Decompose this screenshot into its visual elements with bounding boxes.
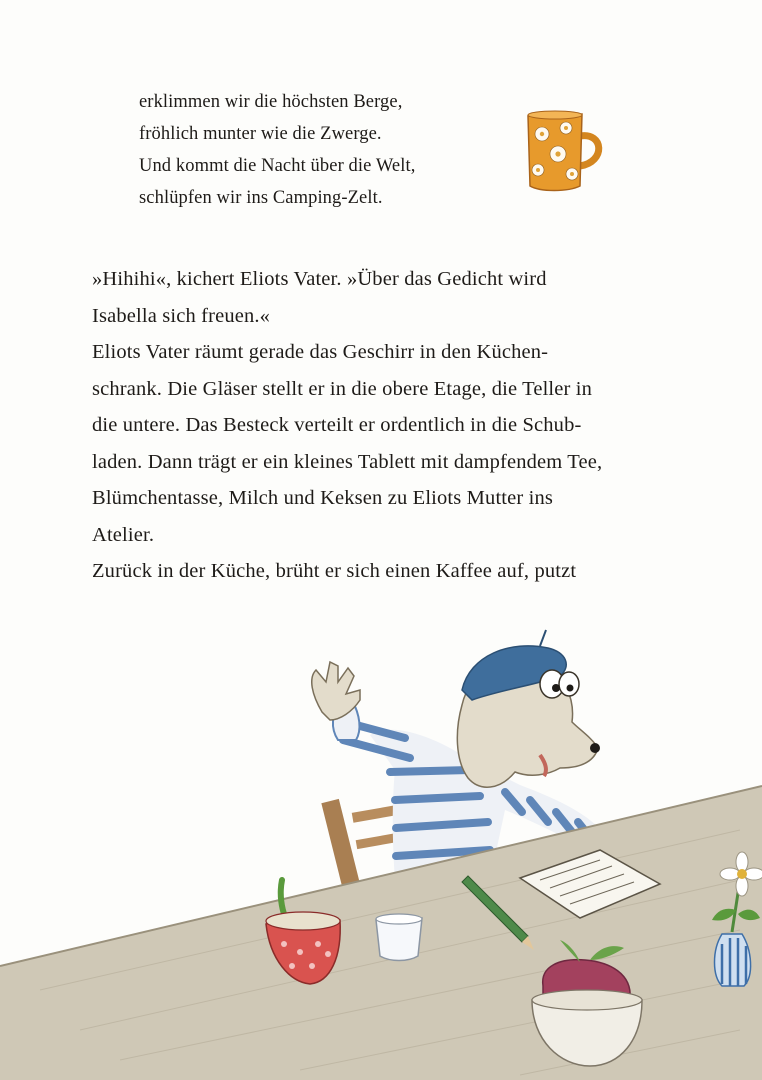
text-line: »Hihihi«, kichert Eliots Vater. »Über das Gedicht wird — [92, 268, 547, 290]
poem-line: schlüpfen wir ins Camping-Zelt. — [139, 188, 383, 208]
poem-line: fröhlich munter wie die Zwerge. — [139, 124, 382, 144]
text-line: Eliots Vater räumt gerade das Geschirr in den Küchen- — [92, 341, 549, 363]
text-line: Atelier. — [92, 523, 155, 546]
text-line: Zurück in der Küche, brüht er sich einen Kaffee auf, putzt — [92, 560, 577, 582]
flower-mug-icon — [518, 104, 610, 196]
story-paragraph — [92, 261, 682, 590]
text-line: schrank. Die Gläser stellt er in die obere Etage, die Teller in — [92, 377, 593, 400]
poem-stanza — [139, 86, 415, 214]
glass-icon — [376, 914, 422, 961]
kitchen-table-illustration — [0, 600, 762, 1080]
text-line: Blümchentasse, Milch und Keksen zu Eliots Mutter ins — [92, 487, 554, 509]
text-line: laden. Dann trägt er ein kleines Tablett mit dampfendem Tee, — [92, 450, 603, 473]
text-line: die untere. Das Besteck verteilt er ordentlich in die Schub- — [92, 414, 582, 436]
poem-line: Und kommt die Nacht über die Welt, — [139, 156, 416, 176]
text-line: Isabella sich freuen.« — [92, 304, 271, 327]
poem-line: erklimmen wir die höchsten Berge, — [139, 92, 403, 112]
